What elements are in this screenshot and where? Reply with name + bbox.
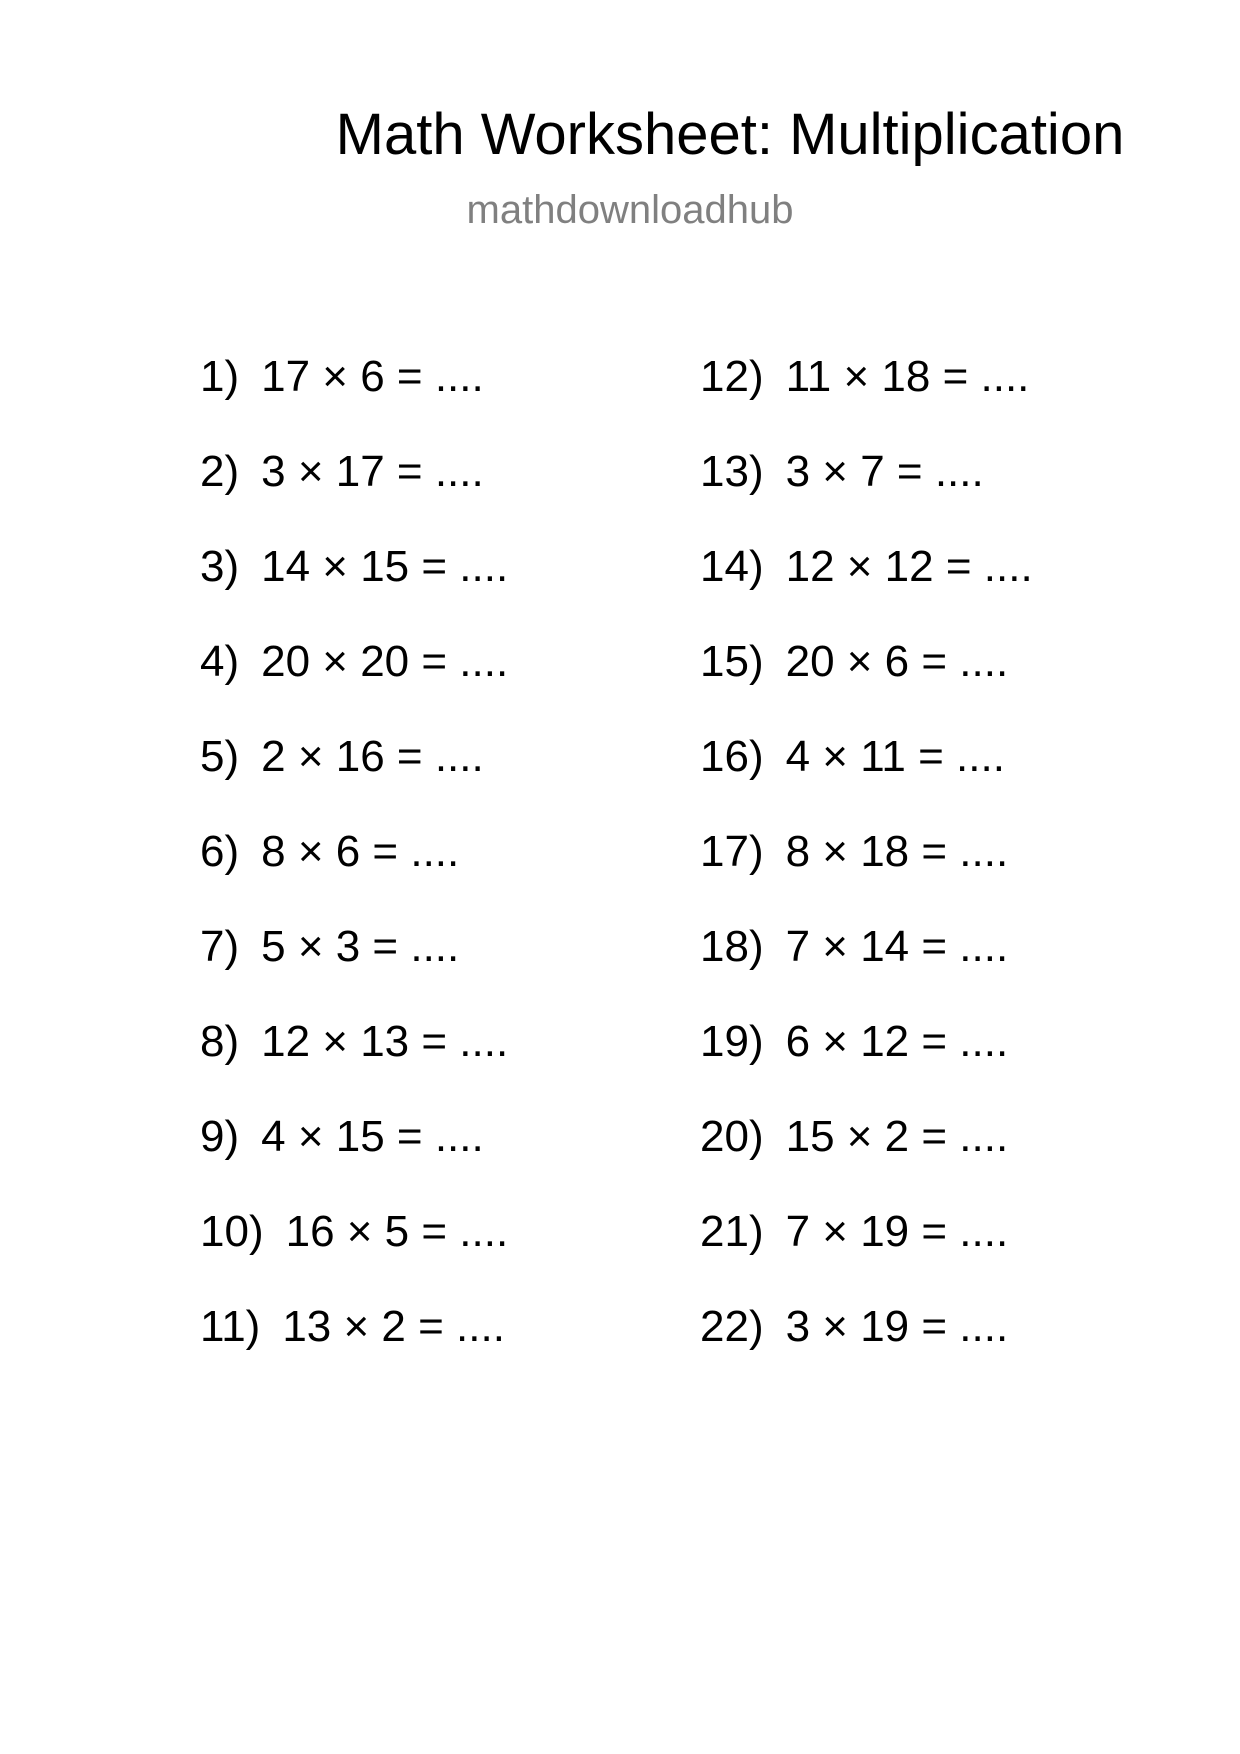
problem-number: 12)	[700, 352, 764, 401]
problem-expression: 15 × 2 = ....	[785, 1112, 1009, 1161]
problem-expression: 12 × 12 = ....	[785, 542, 1033, 591]
problem-expression: 6 × 12 = ....	[785, 1017, 1009, 1066]
problem-number: 15)	[700, 637, 764, 686]
problem-number: 14)	[700, 542, 764, 591]
problem-item	[700, 921, 1033, 1016]
problem-expression: 17 × 6 = ....	[261, 352, 484, 401]
problem-expression: 14 × 15 = ....	[261, 542, 509, 591]
problem-expression: 4 × 11 = ....	[785, 732, 1005, 781]
problem-number: 19)	[700, 1017, 764, 1066]
problem-number: 20)	[700, 1112, 764, 1161]
problem-item	[200, 731, 508, 826]
problem-number: 13)	[700, 447, 764, 496]
problem-expression: 8 × 6 = ....	[261, 827, 460, 876]
problem-number: 22)	[700, 1302, 764, 1351]
problem-number: 11)	[200, 1302, 261, 1351]
problem-expression: 12 × 13 = ....	[261, 1017, 509, 1066]
problem-expression: 3 × 19 = ....	[785, 1302, 1009, 1351]
problem-expression: 16 × 5 = ....	[285, 1207, 509, 1256]
problem-item	[700, 1016, 1033, 1111]
problem-item	[700, 1301, 1033, 1396]
left-problem-column	[200, 351, 508, 1396]
problem-number: 3)	[200, 542, 240, 591]
problem-item	[200, 351, 508, 446]
right-problem-column	[700, 351, 1033, 1396]
problem-number: 7)	[200, 922, 240, 971]
problem-item	[200, 446, 508, 541]
problem-item	[200, 1111, 508, 1206]
problem-expression: 4 × 15 = ....	[261, 1112, 484, 1161]
problem-expression: 13 × 2 = ....	[282, 1302, 505, 1351]
problem-item	[700, 541, 1033, 636]
problem-item	[700, 1206, 1033, 1301]
problem-number: 6)	[200, 827, 240, 876]
problem-number: 21)	[700, 1207, 764, 1256]
problem-expression: 7 × 14 = ....	[785, 922, 1009, 971]
problem-item	[200, 636, 508, 731]
problem-number: 1)	[200, 352, 240, 401]
problem-item	[200, 921, 508, 1016]
problem-expression: 8 × 18 = ....	[785, 827, 1009, 876]
problem-expression: 7 × 19 = ....	[785, 1207, 1009, 1256]
problem-number: 5)	[200, 732, 240, 781]
problem-expression: 5 × 3 = ....	[261, 922, 460, 971]
worksheet-subtitle: mathdownloadhub	[466, 188, 794, 232]
problem-number: 8)	[200, 1017, 240, 1066]
problem-number: 18)	[700, 922, 764, 971]
problem-item	[700, 731, 1033, 826]
problem-item	[200, 541, 508, 636]
problem-item	[700, 446, 1033, 541]
problem-number: 9)	[200, 1112, 240, 1161]
problem-item	[200, 1016, 508, 1111]
problem-item	[700, 636, 1033, 731]
problem-expression: 2 × 16 = ....	[261, 732, 484, 781]
problem-number: 4)	[200, 637, 240, 686]
problem-item	[700, 351, 1033, 446]
problem-item	[700, 1111, 1033, 1206]
problem-expression: 3 × 17 = ....	[261, 447, 484, 496]
problem-number: 16)	[700, 732, 764, 781]
problem-item	[200, 1301, 508, 1396]
problem-number: 17)	[700, 827, 764, 876]
worksheet-title: Math Worksheet: Multiplication	[335, 102, 1125, 167]
problem-number: 2)	[200, 447, 240, 496]
problem-expression: 20 × 6 = ....	[785, 637, 1009, 686]
problem-number: 10)	[200, 1207, 264, 1256]
problem-expression: 11 × 18 = ....	[785, 352, 1030, 401]
problem-item	[200, 826, 508, 921]
problem-item	[700, 826, 1033, 921]
problem-expression: 3 × 7 = ....	[785, 447, 984, 496]
problem-item	[200, 1206, 508, 1301]
problem-expression: 20 × 20 = ....	[261, 637, 509, 686]
